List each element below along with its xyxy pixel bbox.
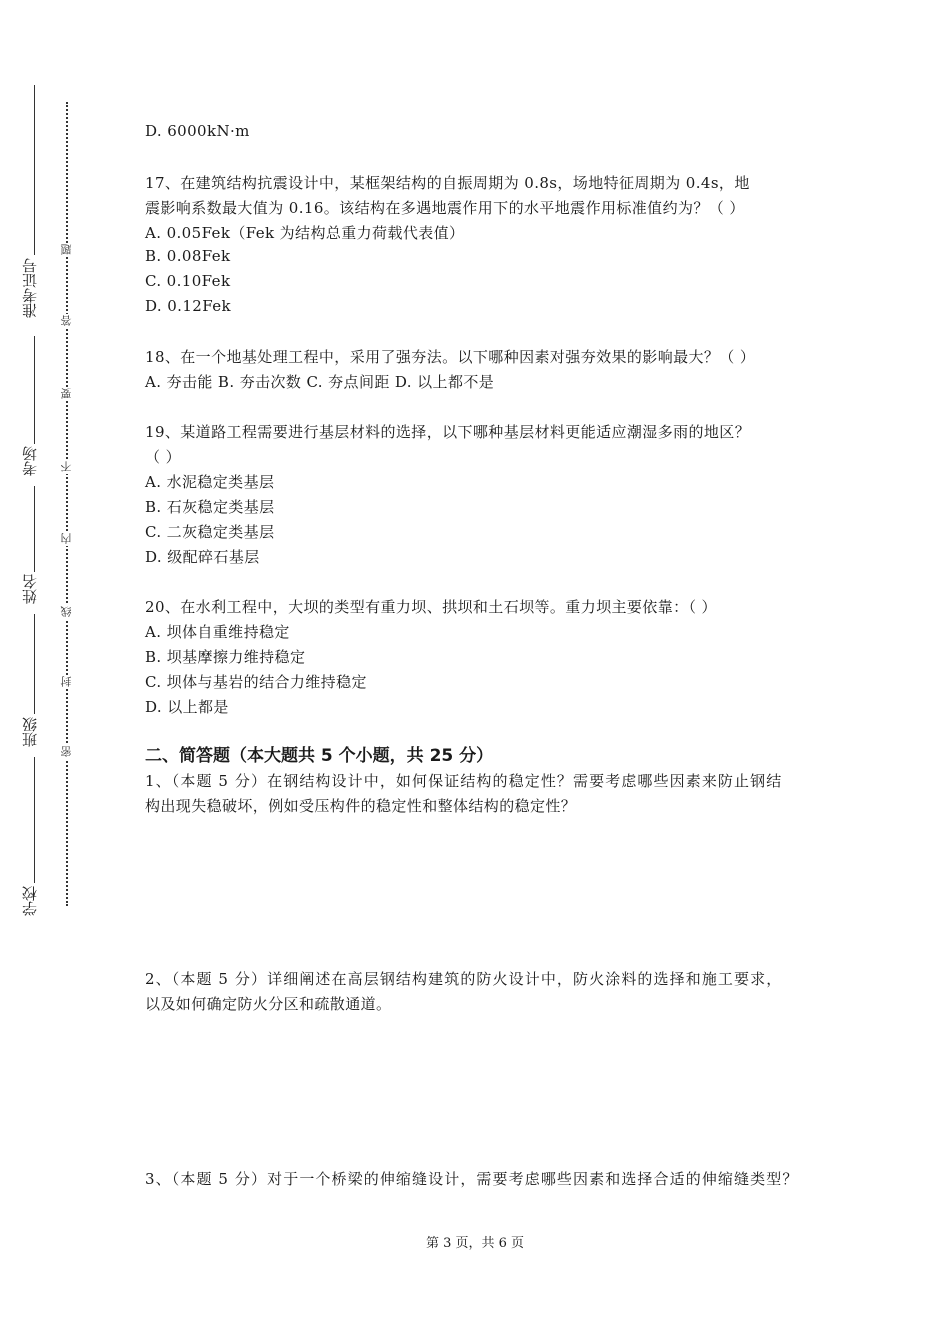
- seal-char: 密: [60, 746, 73, 758]
- q19-option: C. 二灰稳定类基层: [145, 523, 275, 541]
- short-q2-line2: 以及如何确定防火分区和疏散通道。: [145, 995, 392, 1013]
- seal-char: 答: [60, 315, 73, 327]
- seal-char: 不: [60, 461, 73, 473]
- short-q3-line1: 3、（本题 5 分）对于一个桥梁的伸缩缝设计，需要考虑哪些因素和选择合适的伸缩缝类型？: [145, 1170, 799, 1188]
- q19-option: B. 石灰稳定类基层: [145, 498, 275, 516]
- q17-option: B. 0.08Fek: [145, 247, 231, 265]
- seal-char: 封: [60, 676, 73, 688]
- margin-line: [34, 757, 35, 883]
- short-q2-line1: 2、（本题 5 分）详细阐述在高层钢结构建筑的防火设计中，防火涂料的选择和施工要求，: [145, 970, 783, 988]
- q17-option: D. 0.12Fek: [145, 297, 231, 315]
- margin-line: [34, 336, 35, 444]
- seal-char: 内: [60, 533, 73, 545]
- q19-option: D. 级配碎石基层: [145, 548, 260, 566]
- section-title: 二、简答题（本大题共 5 个小题，共 25 分）: [145, 746, 494, 766]
- seal-char: 题: [60, 244, 73, 256]
- q20-option: D. 以上都是: [145, 698, 229, 716]
- q17-stem-line1: 17、在建筑结构抗震设计中，某框架结构的自振周期为 0.8s，场地特征周期为 0.4s，地: [145, 174, 750, 192]
- q20-option: A. 坝体自重维持稳定: [145, 623, 290, 641]
- q17-option: A. 0.05Fek（Fek 为结构总重力荷载代表值）: [145, 224, 465, 242]
- q18-options: A. 夯击能 B. 夯击次数 C. 夯点间距 D. 以上都不是: [145, 373, 495, 391]
- q17-option: C. 0.10Fek: [145, 272, 231, 290]
- name-label: 姓名: [21, 574, 39, 604]
- short-q1-line2: 构出现失稳破坏，例如受压构件的稳定性和整体结构的稳定性？: [145, 797, 577, 815]
- q19-stem-line1: 19、某道路工程需要进行基层材料的选择，以下哪种基层材料更能适应潮湿多雨的地区？: [145, 423, 751, 441]
- q16-option-d: D. 6000kN·m: [145, 122, 250, 140]
- q20-option: C. 坝体与基岩的结合力维持稳定: [145, 673, 367, 691]
- seal-dotted-line: [66, 102, 68, 906]
- q20-option: B. 坝基摩擦力维持稳定: [145, 648, 306, 666]
- q18-stem: 18、在一个地基处理工程中，采用了强夯法。以下哪种因素对强夯效果的影响最大？（ ）: [145, 348, 756, 366]
- school-label: 学校: [21, 886, 39, 916]
- margin-line: [34, 486, 35, 572]
- exam-id-label: 准考证号: [21, 258, 39, 318]
- short-q1-line1: 1、（本题 5 分）在钢结构设计中，如何保证结构的稳定性？需要考虑哪些因素来防止钢结: [145, 772, 783, 790]
- seal-char: 线: [60, 606, 73, 618]
- q17-stem-line2: 震影响系数最大值为 0.16。该结构在多遇地震作用下的水平地震作用标准值约为？（ ）: [145, 199, 745, 217]
- q19-option: A. 水泥稳定类基层: [145, 473, 275, 491]
- class-label: 班级: [21, 717, 39, 747]
- seal-char: 要: [60, 388, 73, 400]
- page-footer: 第 3 页，共 6 页: [425, 1236, 525, 1251]
- q20-stem: 20、在水利工程中，大坝的类型有重力坝、拱坝和土石坝等。重力坝主要依靠：（ ）: [145, 598, 717, 616]
- margin-line: [34, 85, 35, 255]
- exam-room-label: 考场: [21, 446, 39, 476]
- margin-line: [34, 614, 35, 714]
- q19-stem-line2: （ ）: [145, 448, 181, 466]
